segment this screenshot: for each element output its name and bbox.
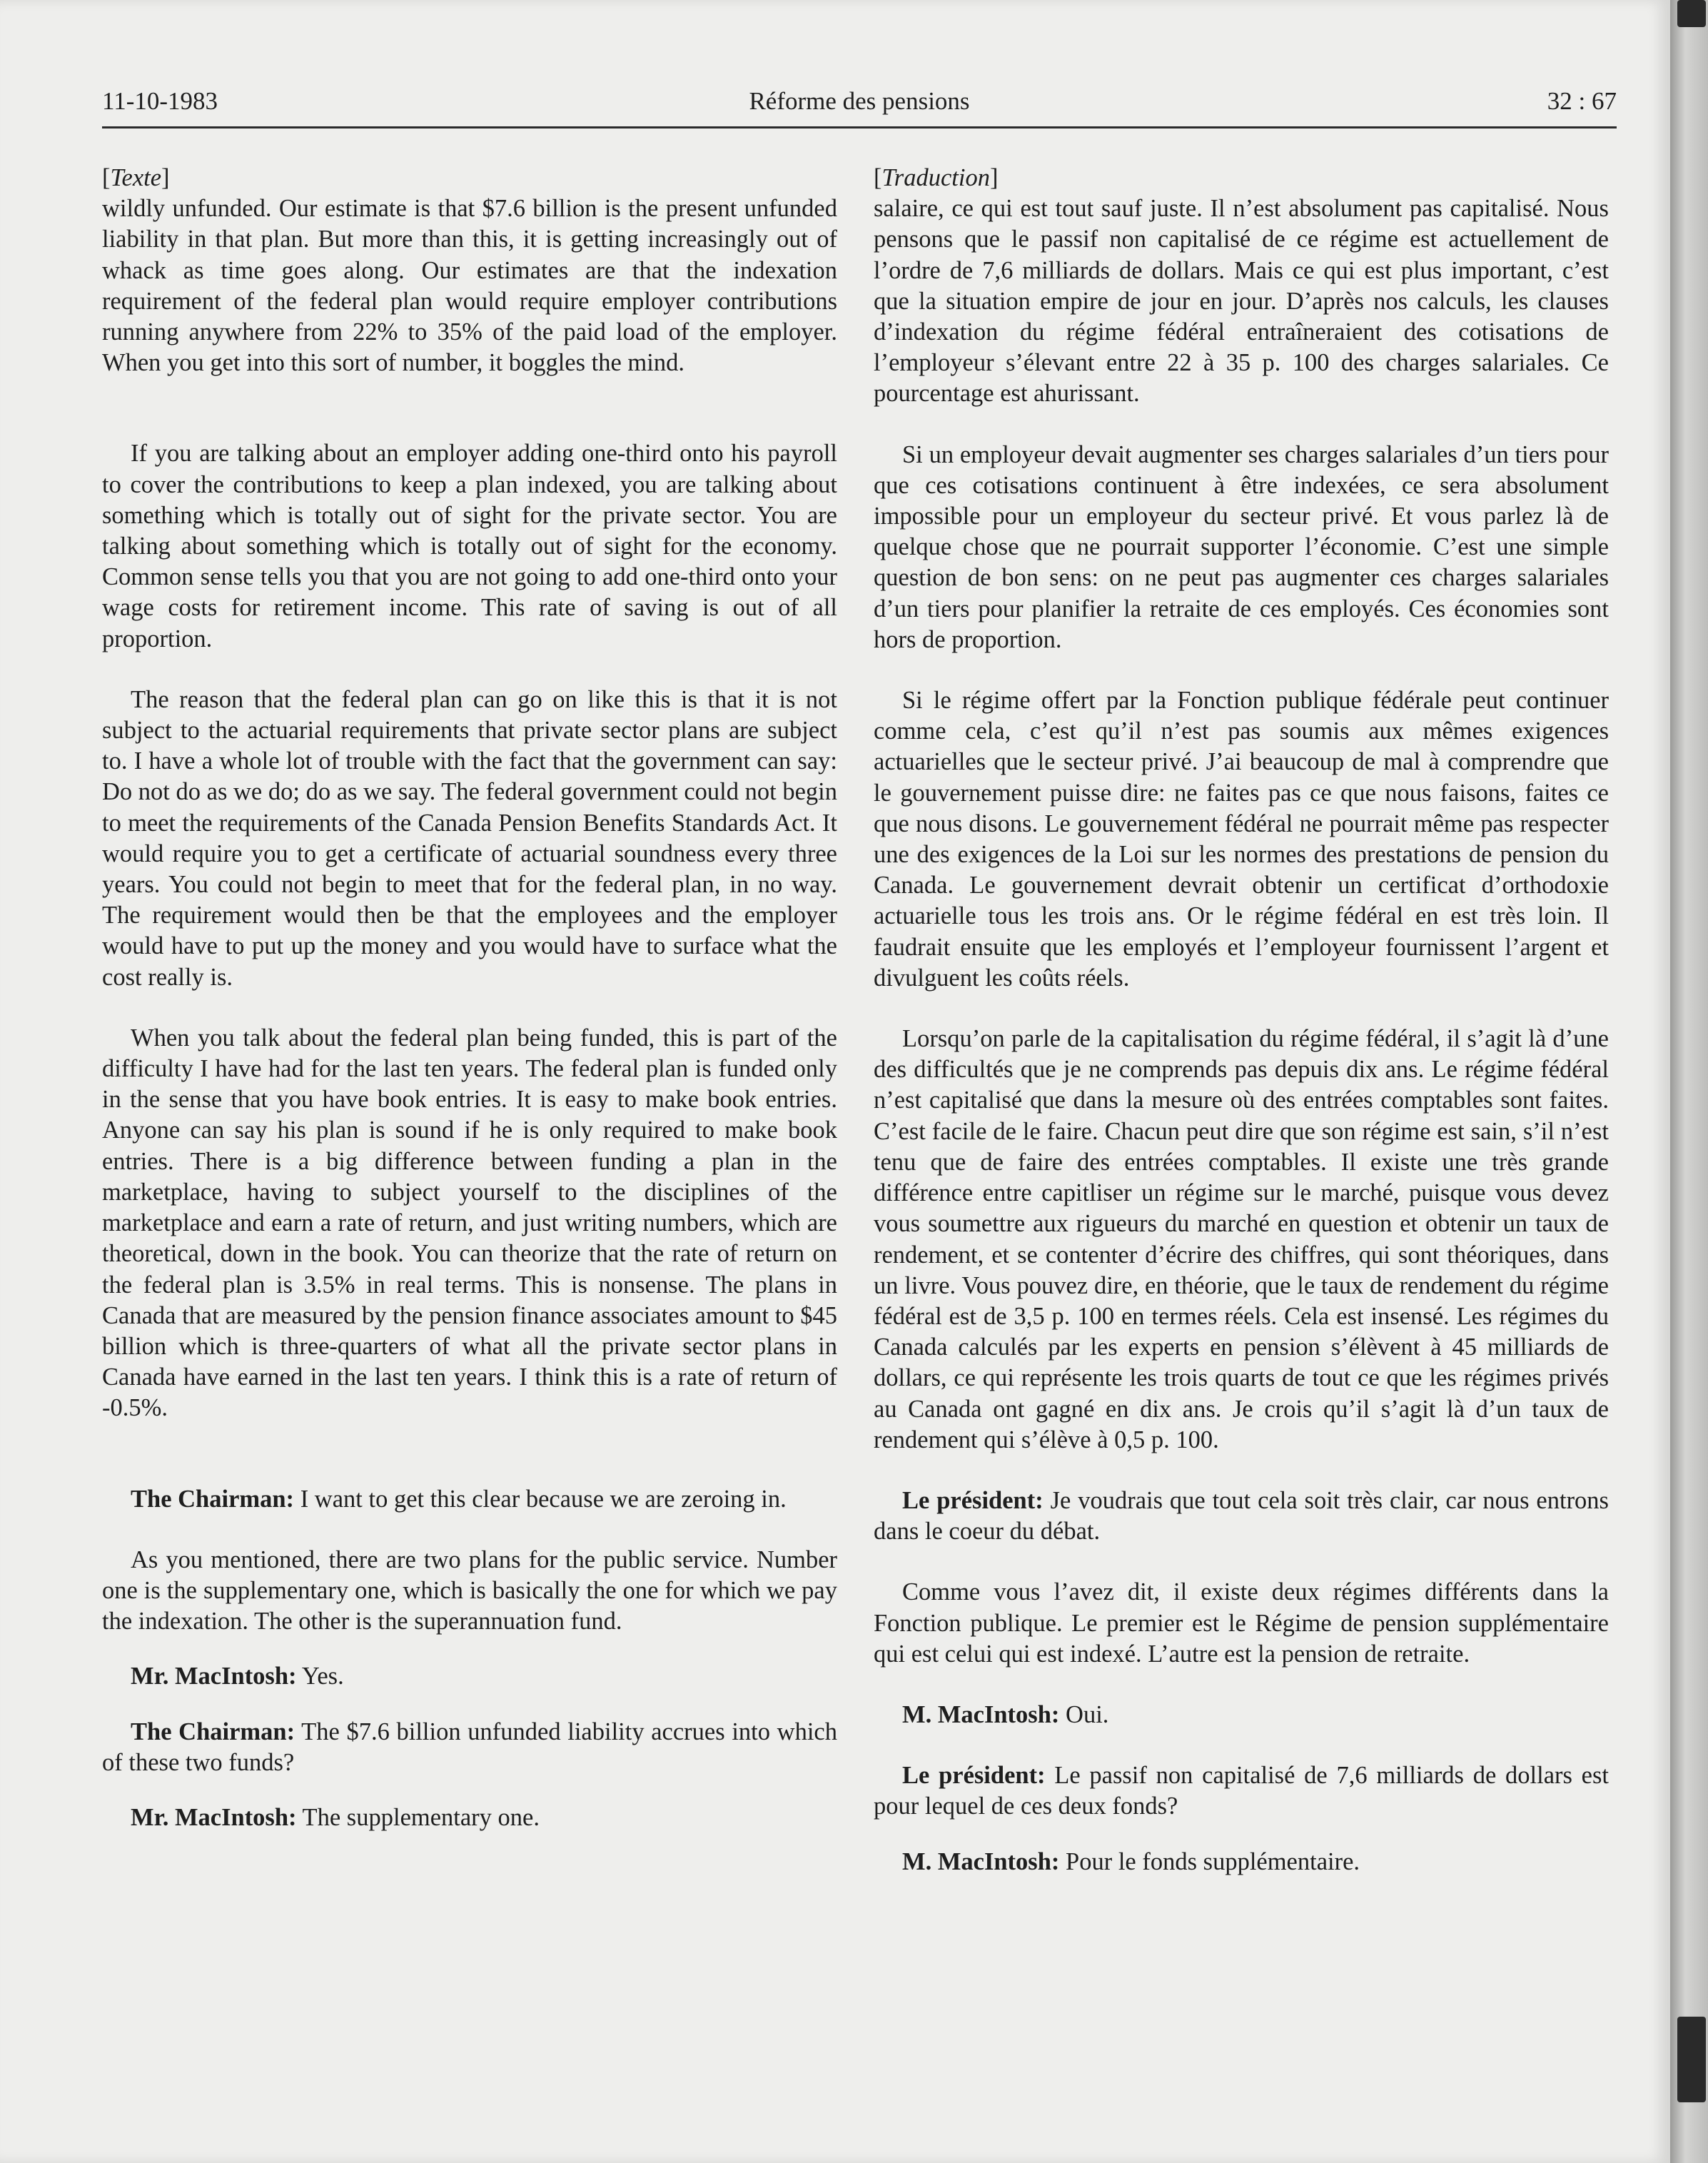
paragraph	[102, 1484, 837, 1515]
speaker-name: The Chairman:	[131, 1485, 295, 1513]
paragraph: Si un employeur devait augmenter ses charges salariales d’un tiers pour que ces cotisations continuent à être indexées, ce sera absolument impossible pour un employeur du secteur privé. Et vous parlez là de quelque chose que ne pourrait supporter l’économie. C’est une simple question de bon sens: on ne peut pas augmenter ces charges salariales d’un tiers pour planifier la retraite de ces employés. Ces économies sont hors de proportion.	[874, 440, 1609, 653]
paragraph: If you are talking about an employer adding one-third onto his payroll to cover the contributions to keep a plan indexed, you are talking about something which is totally out of sight for the private sector. You are talking about something which is totally out of sight for the economy. Common sense tells you that you are not going to add one-third onto your wage costs for retirement income. This rate of saving is out of all proportion.	[102, 440, 837, 652]
paragraph: Lorsqu’on parle de la capitalisation du régime fédéral, il s’agit là d’une des difficultés que je ne comprends pas depuis dix ans. Le régime fédéral n’est capitalisé que dans la mesure où des entrées comptables sont faites. C’est facile de le faire. Chacun peut dire que son régime est sain, s’il n’est tenu que de faire des entrées comptables. Il existe une très grande différence entre capitliser un régime sur le marché, puisque vous devez vous soumettre aux rigueurs du marché en question et obtenir un taux de rendement, et se contenter d’écrire des chiffres, qui sont théoriques, dans un livre. Vous pouvez dire, en théorie, que le taux de rendement du régime fédéral est de 3,5 p. 100 en termes réels. Cela est insensé. Les régimes du Canada calculés par les experts en pension s’élèvent à 45 milliards de dollars, ce qui représente les trois quarts de tout ce que les régimes privés au Canada ont gagné en dix ans. Je crois qu’il s’agit là d’un taux de rendement qui s’élève à 0,5 p. 100.	[874, 1025, 1609, 1453]
paragraph: salaire, ce qui est tout sauf juste. Il n’est absolument pas capitalisé. Nous pensons que le passif non capitalisé de ce régime est actuellement de l’ordre de 7,6 milliards de dollars. Mais ce qui est plus important, c’est que la situation empire de jour en jour. D’après nos calculs, les clauses d’indexation du régime fédéral entraîneraient des cotisations de l’employeur s’élevant entre 22 à 35 p. 100 des charges salariales. Ce pourcentage est ahurissant.	[874, 195, 1609, 408]
paragraph: When you talk about the federal plan being funded, this is part of the difficulty I have had for the last ten years. The federal plan is funded only in the sense that you have book entries. It is easy to make book entries. Anyone can say his plan is sound if he is only required to make book entries. There is a big difference between funding a plan in the marketplace, having to subject yourself to the disciplines of the marketplace and earn a rate of return, and just writing numbers, which are theoretical, down in the book. You can theorize that the rate of return on the federal plan is 3.5% in real terms. This is nonsense. The plans in Canada that are measured by the pension finance associates amount to $45 billion which is three-quarters of what all the private sector plans in Canada have earned in the last ten years. I think this is a rate of return of -0.5%.	[102, 1024, 837, 1422]
column-label-traduction: [Traduction]	[874, 164, 999, 191]
paragraph: As you mentioned, there are two plans for the public service. Number one is the supplementary one, which is basically the one for which we pay the indexation. The other is the superannuation fund.	[102, 1546, 837, 1635]
speech-text: Pour le fonds supplémentaire.	[1059, 1847, 1360, 1875]
speech-text: I want to get this clear because we are zeroing in.	[294, 1485, 787, 1513]
paragraph	[102, 1802, 837, 1833]
column-label-texte: [Texte]	[102, 164, 170, 191]
speech-text: The $7.6 billion unfunded liability accrues into which of these two funds?	[102, 1718, 837, 1776]
speaker-name: Le président:	[902, 1486, 1044, 1514]
speaker-name: The Chairman:	[131, 1718, 295, 1745]
speaker-name: Le président:	[902, 1762, 1046, 1790]
speech-text: Oui.	[1059, 1700, 1109, 1728]
speech-text: Yes.	[296, 1663, 344, 1690]
header-page-number: 32 : 67	[1547, 87, 1617, 115]
right-column-french	[874, 163, 1609, 1877]
header-rule	[102, 126, 1617, 128]
paragraph: wildly unfunded. Our estimate is that $7.6 billion is the present unfunded liability in that plan. But more than this, it is getting increasingly out of whack as time goes along. Our estimates are that the indexation requirement of the federal plan would require employer contributions running anywhere from 22% to 35% of the paid load of the employer. When you get into this sort of number, it boggles the mind.	[102, 195, 837, 377]
paragraph	[102, 1717, 837, 1778]
paragraph	[874, 1760, 1609, 1822]
page-edge	[1670, 0, 1708, 2163]
header-title: Réforme des pensions	[749, 87, 970, 115]
left-column-english	[102, 163, 837, 1833]
paragraph: Si le régime offert par la Fonction publique fédérale peut continuer comme cela, c’est qu’il n’est pas soumis aux mêmes exigences actuarielles que le secteur privé. J’ai beaucoup de mal à comprendre que le gouvernement puisse dire: ne faites pas ce que nous faisons, faites ce que nous disons. Le gouvernement fédéral ne pourrait même pas respecter une des exigences de la Loi sur les normes des prestations de pension du Canada. Le gouvernement devrait obtenir un certificat d’orthodoxie actuarielle tous les trois ans. Or le régime fédéral en est très loin. Il faudrait ensuite que les employés et l’employeur fournissent l’argent et divulguent les coûts réels.	[874, 687, 1609, 992]
speech-text: The supplementary one.	[296, 1803, 540, 1831]
paragraph	[874, 1486, 1609, 1547]
speaker-name: Mr. MacIntosh:	[131, 1663, 297, 1690]
paragraph	[102, 1661, 837, 1692]
binding-mark	[1677, 2017, 1706, 2102]
header-date: 11-10-1983	[102, 87, 218, 115]
paragraph	[874, 1847, 1609, 1877]
paragraph: The reason that the federal plan can go on like this is that it is not subject to the actuarial requirements that private sector plans are subject to. I have a whole lot of trouble with the fact that the government can say: Do not do as we do; do as we say. The federal government could not begin to meet the requirements of the Canada Pension Benefits Standards Act. It would require you to get a certificate of actuarial soundness every three years. You could not begin to meet that for the federal plan, in no way. The requirement would then be that the employees and the employer would have to put up the money and you would have to surface what the cost really is.	[102, 685, 837, 991]
binding-mark	[1677, 0, 1706, 27]
paragraph: Comme vous l’avez dit, il existe deux régimes différents dans la Fonction publique. Le premier est le Régime de pension supplémentaire qui est celui qui est indexé. L’autre est la pension de retraite.	[874, 1578, 1609, 1668]
speaker-name: M. MacIntosh:	[902, 1700, 1060, 1728]
speaker-name: M. MacIntosh:	[902, 1847, 1060, 1875]
running-head	[102, 87, 1617, 123]
speaker-name: Mr. MacIntosh:	[131, 1803, 297, 1831]
speech-text: Je voudrais que tout cela soit très clair, car nous entrons dans le coeur du débat.	[874, 1486, 1609, 1546]
paragraph	[874, 1700, 1609, 1730]
speech-text: Le passif non capitalisé de 7,6 milliards de dollars est pour lequel de ces deux fonds?	[874, 1762, 1609, 1820]
